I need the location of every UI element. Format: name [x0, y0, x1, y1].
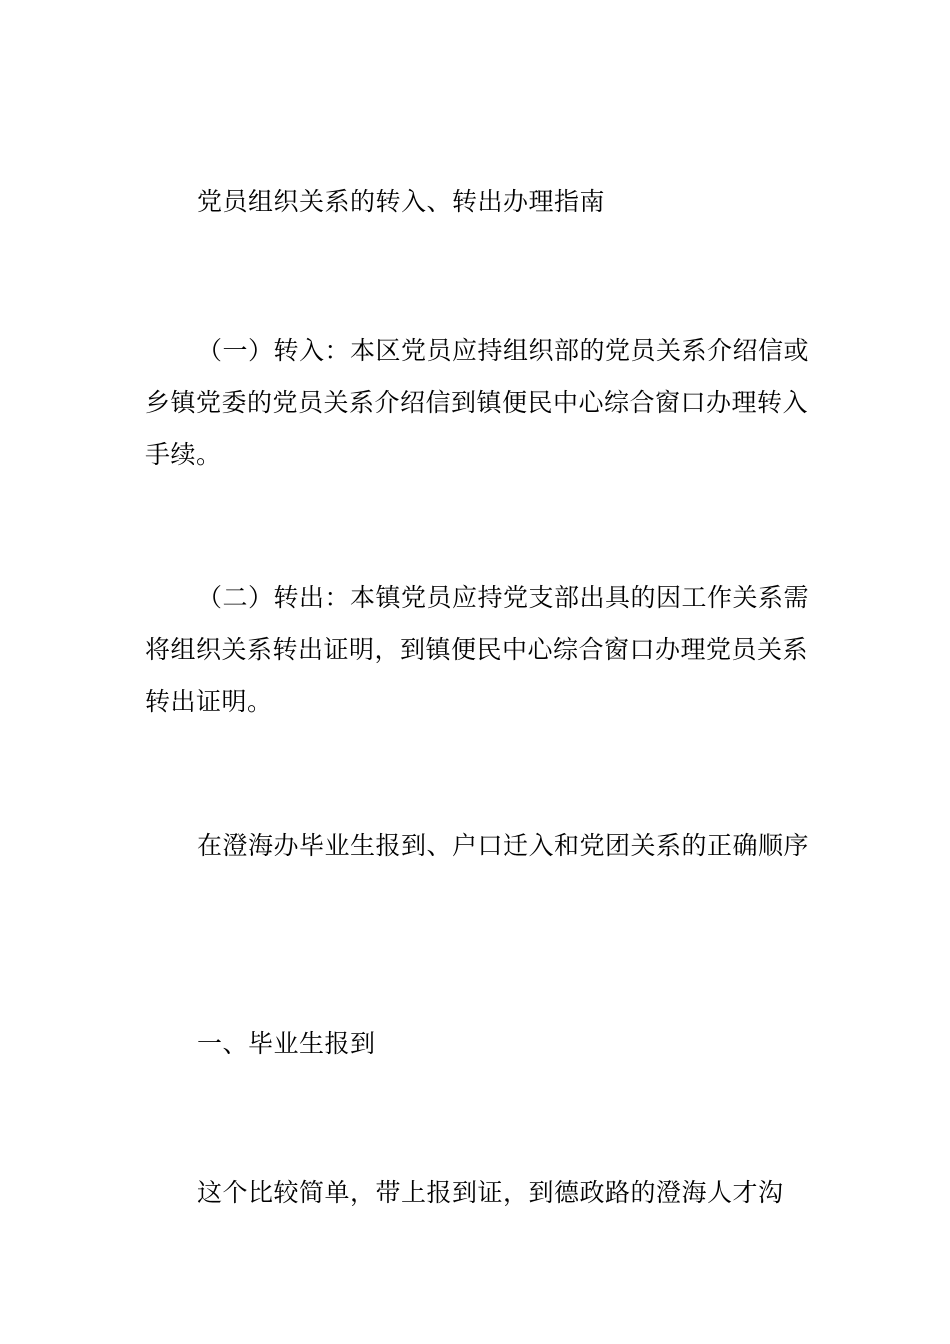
- section-heading-graduate-order: 在澄海办毕业生报到、户口迁入和党团关系的正确顺序: [197, 831, 810, 860]
- section-heading-party-relation-transfer: 党员组织关系的转入、转出办理指南: [197, 187, 606, 216]
- subheading-graduate-report: 一、毕业生报到: [197, 1029, 376, 1058]
- paragraph-transfer-out: （二）转出：本镇党员应持党支部出具的因工作关系需将组织关系转出证明，到镇便民中心综合窗口办理党员关系转出证明。: [145, 583, 810, 716]
- paragraph-graduate-report: 这个比较简单，带上报到证，到德政路的澄海人才沟: [197, 1178, 784, 1207]
- paragraph-transfer-in: （一）转入：本区党员应持组织部的党员关系介绍信或乡镇党委的党员关系介绍信到镇便民中心综合窗口办理转入手续。: [145, 336, 810, 469]
